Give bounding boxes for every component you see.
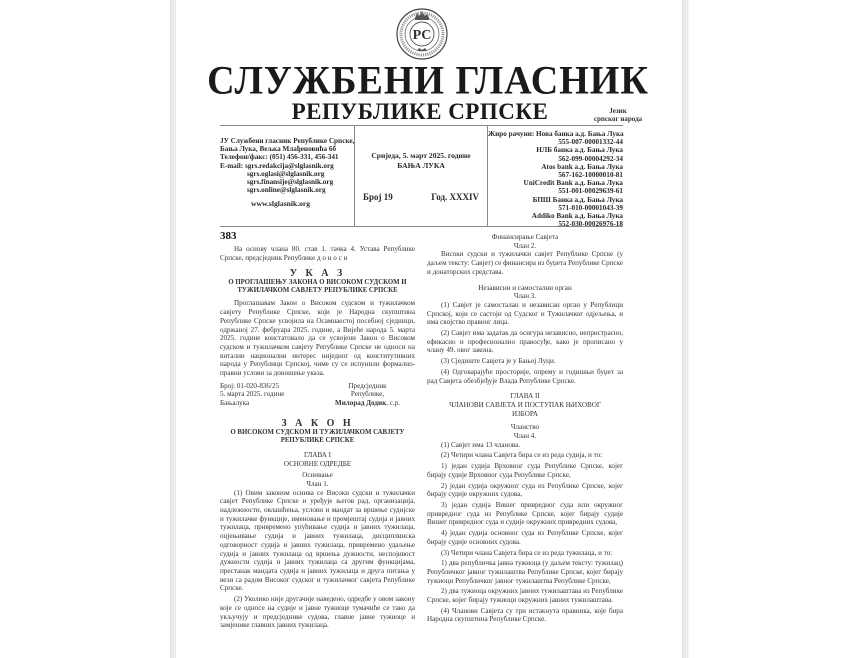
article-heading: Члан 3. (513, 292, 537, 301)
bank-account: 555-007-00001332-44 (558, 138, 623, 147)
paragraph: Високи судски и тужилачки савјет Републике Српске (у даљем тексту: Савјет) се финансира из буџета Републике Српске и донаторских средстава. (427, 250, 623, 276)
bank-account: 567-162-10000010-81 (558, 171, 623, 180)
signer-role: Предсједник (348, 381, 387, 390)
paragraph: (1) Овим законом оснива се Високи судски и тужилачки савјет Републике Српске и уређује његов рад, организација, надлежности, овлашћења, услови и мандат за вршење судијске и тужилачке функције, именовање и премјештај судија и јавних тужилаца, привремено упућивање судија и јавних тужилаца, оцјењивање судија и јавних тужилаца, дисциплинска одговорност судија и јавних тужилаца, привремено удаљење судија и јавних тужилаца од вршења дужности, неспојивост дужности судија и јавних тужилаца са другим функцијама, престанак мандата судија и јавних тужилаца и друга питања у вези са радом Високог судског и тужилачког савјета Републике Српске. (220, 488, 415, 593)
publisher-contact-block (220, 137, 355, 209)
issue-info-block (355, 138, 487, 202)
signer-role-2: Републике, (350, 390, 385, 399)
issue-number-row (355, 193, 487, 201)
zakon-title: З А К О Н (281, 417, 354, 429)
bank-line: UniCredit Bank а.д. Бања Лука (523, 179, 623, 188)
bank-account: 562-099-00004292-34 (558, 154, 623, 163)
bank-account: 552-030-00026976-18 (558, 220, 623, 229)
bank-account: 571-010-00001043-39 (558, 203, 623, 212)
left-text-column (220, 230, 415, 632)
email-online[interactable]: sgrs.online@slglasnik.org (247, 186, 326, 195)
paragraph: (4) Одговарајуће просторије, опрему и годишњи буџет за рад Савјета обезбјеђује Влада Републике Српске. (427, 367, 623, 385)
ukaz-subtitle: О ПРОГЛАШЕЊУ ЗАКОНА О ВИСОКОМ СУДСКОМ И ТУЖИЛАЧКОМ САВЈЕТУ РЕПУБЛИКЕ СРПСКЕ (228, 279, 407, 295)
decree-place: Бањалука (220, 399, 250, 408)
chapter-title: ЧЛАНОВИ САВЈЕТА И ПОСТУПАК ЊИХОВОГ ИЗБОРА (449, 400, 601, 418)
preamble: На основу члана 80. став 1. тачка 4. Устава Републике Српске, предсједник Републике д о н о с и (220, 245, 415, 262)
list-item: 2) један судија окружног суда из Републике Српске, којег бирају судије окружних судова, (427, 481, 623, 499)
section-heading: Оснивање (302, 471, 333, 480)
language-note: Језик српског народа (593, 107, 643, 123)
publisher-phone: Телефон/факс: (051) 456-331, 456-341 (220, 153, 339, 162)
page-edge-right (682, 0, 689, 658)
bank-line: Жиро рачуни: Нова банка а.д. Бања Лука (488, 130, 624, 138)
list-item: 4) један судија основног суда из Републике Српске, којег бирају судије основних судова. (427, 529, 623, 546)
issue-date: Сриједа, 5. март 2025. године (371, 151, 471, 160)
chapter-label: ГЛАВА II (510, 392, 540, 401)
article-heading: Члан 1. (306, 479, 329, 488)
issue-number: Број 19 (363, 192, 393, 203)
decree-number: Број: 01-020-836/25 (220, 381, 280, 390)
document-number: 383 (220, 230, 237, 242)
email-finansije[interactable]: sgrs.finansije@slglasnik.org (247, 178, 334, 187)
article-heading: Члан 2. (513, 241, 537, 250)
paragraph: (2) Савјет има задатак да осигура независно, непристрасно, ефикасно и професионално правосуђе, како је прописано у члану 49. овог закона. (427, 329, 623, 355)
email-redakcija[interactable]: E-mail: sgrs.redakcija@slglasnik.org (220, 161, 334, 170)
paragraph: (1) Савјет је самосталан и независан орган у Републици Српској, који се састоји од Судског и Тужилачког одјељења, и има својство правног лица. (427, 300, 623, 327)
paragraph: (2) Уколико није другачије наведено, одредбе у овом закону које се односе на судије и јавне тужиоце тумачиће се тако да укључују и предсједнике судова, главне јавне тужиоце и замјенике главних јавних тужилаца. (220, 595, 415, 630)
paragraph: (3) Четири члана Савјета бира се из реда тужилаца, и то: (441, 548, 613, 557)
bank-account: 551-001-00029639-61 (558, 187, 623, 196)
bank-line: Atos bank а.д. Бања Лука (541, 162, 623, 171)
section-heading: Чланство (510, 423, 540, 432)
coat-of-arms-seal-icon (395, 5, 449, 61)
chapter-title: ОСНОВНЕ ОДРЕДБЕ (283, 459, 352, 468)
email-oglasi[interactable]: sgrs.oglasi@slglasnik.org (247, 169, 325, 178)
ukaz-title: У К А З (289, 268, 346, 280)
paragraph: (1) Савјет има 13 чланова. (441, 440, 521, 449)
list-item: 2) два тужиоца окружних јавних тужилаштава из Републике Српске, којег бирају тужиоци окружних јавних тужилаштава. (427, 587, 623, 605)
ukaz-body: Проглашавам Закон о Високом судском и тужилачком савјету Републике Српске, који је Народна скупштина Републике Српске усвојила на Осамнаестој посебној сједници, одржаној 27. фебруара 2025. године, а Вијеће народа 5. марта 2025. године констатовало да се усвојени Закон о Високом судском и тужилачком савјету Републике Српске не односи на витални национални интерес ниједног од конститутивних народа у Републици Српској, чиме су се испунили формално-правни услови за доношење указа. (220, 299, 415, 378)
zakon-subtitle: О ВИСОКОМ СУДСКОМ И ТУЖИЛАЧКОМ САВЈЕТУ РЕПУБЛИКЕ СРПСКЕ (230, 428, 405, 444)
section-heading: Финансирање Савјета (491, 233, 559, 241)
bank-line: Addiko Bank а.д. Бања Лука (531, 212, 623, 221)
right-text-column (427, 233, 623, 626)
paragraph: (4) Чланови Савјета су три истакнута правника, које бира Народна скупштина Републике Српске. (427, 606, 623, 624)
bank-line: НЛБ банка а.д. Бања Лука (536, 146, 623, 155)
article-heading: Члан 4. (513, 432, 537, 441)
publisher-name: ЈУ Службени гласник Републике Српске, (220, 137, 355, 145)
section-heading: Независни и самостални орган (478, 283, 572, 292)
bank-line: БПШ Банка а.д. Бања Лука (532, 195, 623, 204)
issue-year: Год. XXXIV (431, 192, 479, 203)
list-item: 1) два републичка јавна тужиоца (у даљем тексту: тужилац) Републичког јавног тужилаштва Републике Српске, којег бирају тужиоци Републичког јавног тужилаштва Републике Српске, (427, 559, 623, 585)
website-link[interactable]: www.slglasnik.org (251, 199, 311, 209)
header-rule-top (220, 125, 623, 126)
bank-accounts-block (488, 130, 623, 228)
chapter-label: ГЛАВА I (303, 450, 332, 459)
signer-name: Милорад Додик (335, 399, 387, 408)
list-item: 3) један судија Вишег привредног суда или окружног привредног суда из Републике Српске, којег бирају судије Вишег привредног суда и судије окружних привредних судова, (427, 500, 623, 527)
issue-city: БАЊА ЛУКА (397, 161, 445, 171)
publisher-address: Бања Лука, Вељка Млађеновића 6б (220, 145, 337, 154)
paragraph: (3) Сједиште Савјета је у Бањој Луци. (441, 357, 556, 366)
signature-block: Број: 01-020-836/25 5. марта 2025. године Бањалука Предсједник Републике, Милорад Додик, с.р. (220, 382, 415, 408)
gazette-title: СЛУЖБЕНИ ГЛАСНИК (207, 58, 649, 104)
svg-text:РС: РС (412, 28, 432, 43)
gazette-subtitle: РЕПУБЛИКЕ СРПСКЕ (291, 99, 549, 124)
paragraph: (2) Четири члана Савјета бира се из реда судија, и то: (441, 451, 603, 460)
decree-date: 5. марта 2025. године (220, 390, 285, 399)
list-item: 1) један судија Врховног суда Републике Српске, којег бирају судије Врховног суда Републике Српске, (427, 462, 623, 479)
